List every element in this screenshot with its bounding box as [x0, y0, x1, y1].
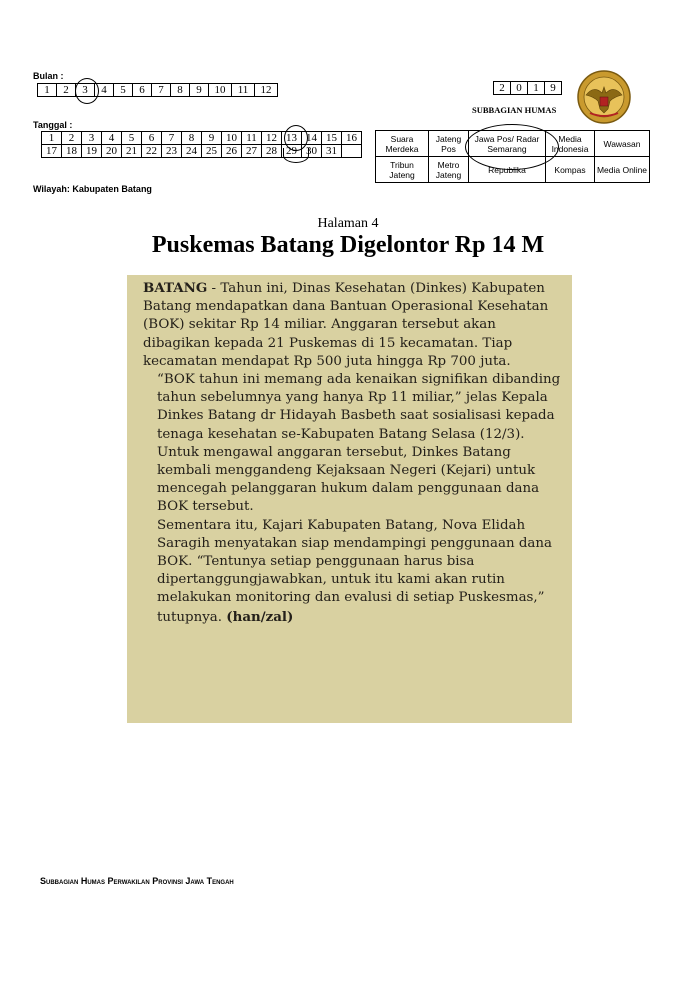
month-cell: 5 [114, 84, 133, 97]
date-cell: 3 [82, 132, 102, 145]
date-cell: 4 [102, 132, 122, 145]
year-digit: 9 [545, 82, 562, 95]
date-cell [342, 145, 362, 158]
unit-name: SUBBAGIAN HUMAS [472, 105, 557, 115]
month-cell: 3 [76, 84, 95, 97]
month-cell: 7 [152, 84, 171, 97]
date-cell: 21 [122, 145, 142, 158]
month-cell: 9 [190, 84, 209, 97]
date-cell: 17 [42, 145, 62, 158]
date-cell: 26 [222, 145, 242, 158]
article-paragraph-4 [143, 517, 566, 627]
date-cell: 20 [102, 145, 122, 158]
month-cell: 6 [133, 84, 152, 97]
date-cell: 31 [322, 145, 342, 158]
media-cell: Tribun Jateng [376, 157, 429, 183]
year-grid [493, 81, 562, 95]
year-digit: 0 [511, 82, 528, 95]
media-cell: Wawasan [595, 131, 650, 157]
date-grid [41, 131, 362, 158]
news-clipping [127, 275, 572, 723]
date-cell: 25 [202, 145, 222, 158]
month-cell: 1 [38, 84, 57, 97]
bulan-label: Bulan : [33, 71, 64, 81]
date-cell: 8 [182, 132, 202, 145]
date-cell: 18 [62, 145, 82, 158]
article-paragraph-3: Untuk mengawal anggaran tersebut, Dinkes Batang kembali menggandeng Kejaksaan Negeri (Kejari) untuk mencegah pelanggaran hukum dalam penggunaan dana BOK tersebut. [157, 444, 540, 515]
date-cell: 16 [342, 132, 362, 145]
date-cell: 9 [202, 132, 222, 145]
month-cell: 8 [171, 84, 190, 97]
month-cell: 10 [209, 84, 232, 97]
dateline: BATANG [143, 280, 208, 296]
date-cell: 10 [222, 132, 242, 145]
signoff: (han/zal) [226, 608, 294, 625]
date-cell: 11 [242, 132, 262, 145]
media-cell: Republika [469, 157, 546, 183]
media-cell: Media Online [595, 157, 650, 183]
date-cell: 27 [242, 145, 262, 158]
media-cell: Suara Merdeka [376, 131, 429, 157]
date-cell: 7 [162, 132, 182, 145]
date-cell: 5 [122, 132, 142, 145]
date-cell: 22 [142, 145, 162, 158]
media-table [375, 130, 650, 183]
year-digit: 2 [494, 82, 511, 95]
date-cell: 23 [162, 145, 182, 158]
media-cell: Jateng Pos [429, 131, 469, 157]
article-text-1: - Tahun ini, Dinas Kesehatan (Dinkes) Kabupaten Batang mendapatkan dana Bantuan Operasional Kesehatan (BOK) sekitar Rp 14 miliar. Anggaran tersebut akan dibagikan kepada 21 Puskemas di 15 kecamatan. Tiap kecamatan mendapat Rp 500 juta hingga Rp 700 juta. [143, 281, 549, 369]
date-cell: 24 [182, 145, 202, 158]
month-cell: 4 [95, 84, 114, 97]
date-cell: 15 [322, 132, 342, 145]
date-cell: 29 [282, 145, 302, 158]
date-cell: 19 [82, 145, 102, 158]
date-cell: 30 [302, 145, 322, 158]
media-cell: Kompas [546, 157, 595, 183]
date-cell: 14 [302, 132, 322, 145]
date-cell: 2 [62, 132, 82, 145]
date-cell: 28 [262, 145, 282, 158]
date-cell: 13 [282, 132, 302, 145]
media-cell: Jawa Pos/ Radar Semarang [469, 131, 546, 157]
article-text-4: Sementara itu, Kajari Kabupaten Batang, Nova Elidah Saragih menyatakan siap mendampingi penggunaan dana BOK. “Tentunya setiap penggunaan harus bisa dipertanggungjawabkan, untuk itu kami akan rutin melakukan monitoring dan evalusi di setiap Puskesmas,” tutupnya. [157, 517, 552, 625]
media-cell: Metro Jateng [429, 157, 469, 183]
month-cell: 12 [255, 84, 278, 97]
headline: Puskemas Batang Digelontor Rp 14 M [151, 232, 545, 258]
wilayah-label: Wilayah: Kabupaten Batang [33, 184, 152, 194]
date-cell: 1 [42, 132, 62, 145]
page-label: Halaman 4 [317, 216, 379, 231]
article-paragraph-2: “BOK tahun ini memang ada kenaikan signifikan dibanding tahun sebelumnya yang hanya Rp 11 miliar,” jelas Kepala Dinkes Batang dr Hidayah Basbeth saat sosialisasi kepada tenaga kesehatan se-Kabupaten Batang Selasa (12/3). [157, 372, 561, 442]
month-cell: 11 [232, 84, 255, 97]
month-cell: 2 [57, 84, 76, 97]
tanggal-label: Tanggal : [33, 120, 73, 130]
garuda-emblem-icon [576, 69, 632, 125]
media-cell: Media Indonesia [546, 131, 595, 157]
year-digit: 1 [528, 82, 545, 95]
article-paragraph-1 [143, 279, 566, 371]
date-cell: 6 [142, 132, 162, 145]
month-grid [37, 83, 278, 97]
date-cell: 12 [262, 132, 282, 145]
footer-text: Subbagian Humas Perwakilan Provinsi Jawa Tengah [40, 876, 234, 886]
